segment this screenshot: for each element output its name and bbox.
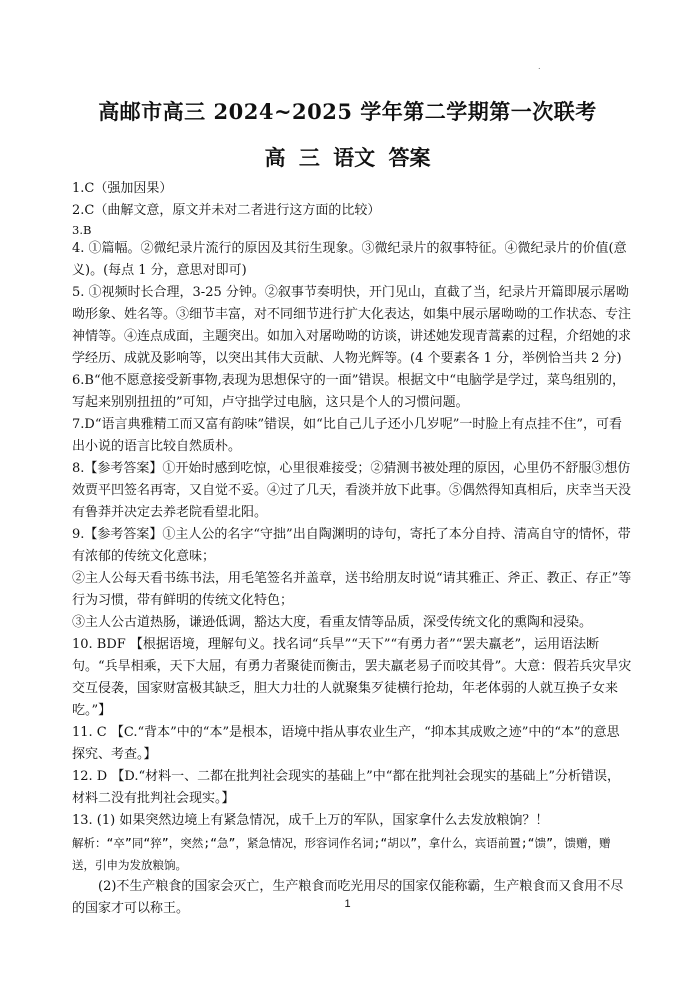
scan-dot: . xyxy=(538,62,541,71)
answer-13-part-2: (2)不生产粮食的国家会灭亡，生产粮食而吃光用尽的国家仅能称霸，生产粮食而又食用不尽的国家才可以称王。 xyxy=(72,879,624,916)
answer-9-point-2: ②主人公每天看书练书法，用毛笔签名并盖章，送书给朋友时说“请其雅正、斧正、教正、存正”等行为习惯，带有鲜明的传统文化特色； xyxy=(72,571,632,608)
answer-2: 2.C（曲解文意，原文并未对二者进行这方面的比较） xyxy=(72,203,381,218)
answer-6: 6.B“他不愿意接受新事物,表现为思想保守的一面”错误。根据文中“电脑学是学过，菜鸟组别的，写起来别别扭扭的”可知，卢守拙学过电脑，这只是个人的习惯问题。 xyxy=(72,373,626,410)
page-title: 高邮市高三 2024~2025 学年第二学期第一次联考 xyxy=(98,99,597,124)
answer-5: 5. ①视频时长合理，3-25 分钟。②叙事节奏明快，开门见山，直截了当，纪录片开篇即展示屠呦呦形象、姓名等。③细节丰富，对不同细节进行扩大化表达，如集中展示屠呦呦的工作状态、专注神情等。④连点成面，主题突出。如加入对屠呦呦的访谈，讲述她发现青蒿素的过程，介绍她的求学经历、成就及影响等，以突出其伟大贡献、人物光辉等。(4 个要素各 1 分，举例恰当共 2 分) xyxy=(72,285,632,366)
answer-13-analysis: 解析：“卒”同“猝”，突然;“急”，紧急情况，形容词作名词;“胡以”，拿什么，宾语前置;“馈”，馈赠，赠送，引申为发放粮饷。 xyxy=(72,836,611,872)
page-number: 1 xyxy=(344,898,351,910)
answer-11: 11. C 【C.“背本”中的“本”是根本，语境中指从事农业生产，“抑本其成败之迹”中的“本”的意思探究、考查。】 xyxy=(72,725,620,762)
page-subtitle: 高 三 语文 答案 xyxy=(264,145,431,170)
answer-4: 4. ①篇幅。②微纪录片流行的原因及其衍生现象。③微纪录片的叙事特征。④微纪录片的价值(意义)。(每点 1 分，意思对即可) xyxy=(72,241,627,278)
answer-12: 12. D 【D.“材料一、二都在批判社会现实的基础上”中“都在批判社会现实的基础上”分析错误，材料二没有批判社会现实。】 xyxy=(72,769,621,806)
answer-10: 10. BDF 【根据语境，理解句义。找名词“兵旱”“天下”“有勇力者”“罢夫羸老”，运用语法断句。“兵旱相乘，天下大屈，有勇力者聚徒而衡击，罢夫羸老易子而咬其骨”。大意：假若兵灾旱灾交互侵袭，国家财富极其缺乏，胆大力壮的人就聚集歹徒横行抢劫，年老体弱的人就互换子女来吃。”】 xyxy=(72,637,632,718)
answer-8: 8.【参考答案】①开始时感到吃惊，心里很难接受；②猜测书被处理的原因，心里仍不舒服③想仿效贾平凹签名再寄，又自觉不妥。④过了几天，看淡并放下此事。⑤偶然得知真相后，庆幸当天没有鲁莽并决定去养老院看望北阳。 xyxy=(72,461,632,520)
answer-13-part-1: 13. (1) 如果突然边境上有紧急情况，成千上万的军队，国家拿什么去发放粮饷？！ xyxy=(72,813,549,828)
answer-3: 3.B xyxy=(72,223,92,237)
answer-9-point-3: ③主人公古道热肠，谦逊低调，豁达大度，看重友情等品质，深受传统文化的熏陶和浸染。 xyxy=(72,615,593,630)
answer-1: 1.C（强加因果） xyxy=(72,181,173,196)
answer-9-point-1: 9.【参考答案】①主人公的名字“守拙”出自陶渊明的诗句，寄托了本分自持、清高自守的情怀，带有浓郁的传统文化意味； xyxy=(72,527,631,564)
answer-7: 7.D“语言典雅精工而又富有韵味”错误，如“比自己儿子还小几岁呢”一时脸上有点挂不住”，可看出小说的语言比较自然质朴。 xyxy=(72,417,623,454)
answer-list xyxy=(72,178,632,920)
